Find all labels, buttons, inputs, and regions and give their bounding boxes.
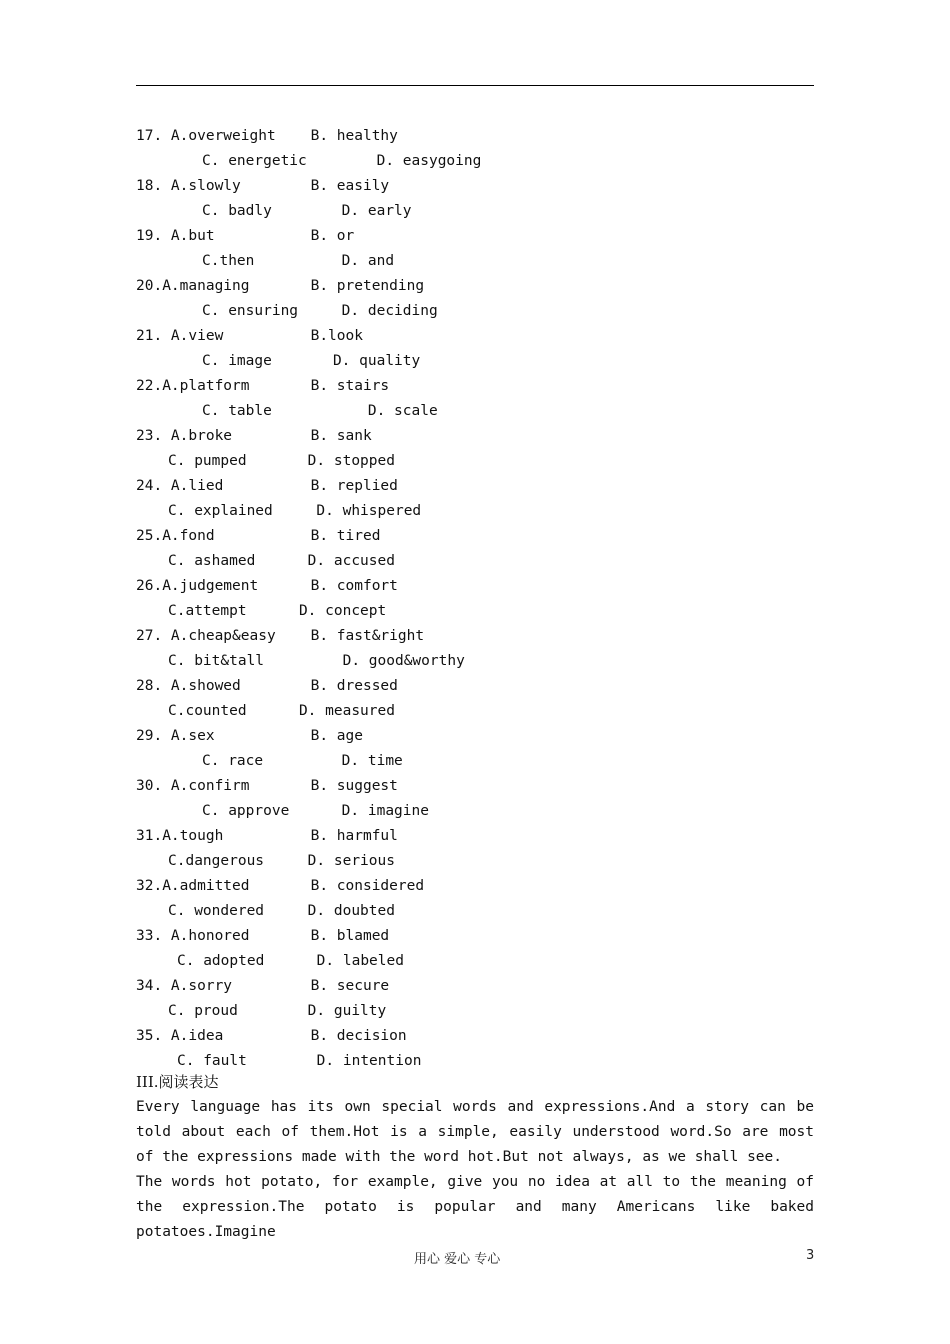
question-options-line: C. fault D. intention <box>177 1053 422 1069</box>
question-line: 31.A.tough B. harmful <box>136 828 398 844</box>
question-options-line: C.counted D. measured <box>168 703 395 719</box>
question-line: 27. A.cheap&easy B. fast&right <box>136 628 425 644</box>
question-options-line: C. explained D. whispered <box>168 503 422 519</box>
question-line: 26.A.judgement B. comfort <box>136 578 398 594</box>
reading-paragraph-2: The words hot potato, for example, give you no idea at all to the meaning of the expression.The potato is popular and many Americans like baked potatoes.Imagine <box>136 1174 814 1240</box>
question-line: 23. A.broke B. sank <box>136 428 372 444</box>
question-line: 18. A.slowly B. easily <box>136 178 390 194</box>
question-line: 24. A.lied B. replied <box>136 478 398 494</box>
question-options-line: C. approve D. imagine <box>202 803 429 819</box>
question-line: 30. A.confirm B. suggest <box>136 778 398 794</box>
page-number: 3 <box>806 1248 815 1263</box>
question-line: 29. A.sex B. age <box>136 728 363 744</box>
question-line: 19. A.but B. or <box>136 228 355 244</box>
question-options-line: C. ashamed D. accused <box>168 553 395 569</box>
question-options-line: C. ensuring D. deciding <box>202 303 438 319</box>
question-options-line: C. bit&tall D. good&worthy <box>168 653 465 669</box>
question-line: 22.A.platform B. stairs <box>136 378 390 394</box>
question-options-line: C. image D. quality <box>202 353 421 369</box>
question-options-line: C.then D. and <box>202 253 395 269</box>
question-options-line: C. table D. scale <box>202 403 438 419</box>
header-rule <box>136 85 814 86</box>
footer-slogan: 用心 爱心 专心 <box>414 1252 501 1267</box>
question-options-line: C. badly D. early <box>202 203 412 219</box>
question-line: 21. A.view B.look <box>136 328 363 344</box>
question-options-line: C. proud D. guilty <box>168 1003 387 1019</box>
reading-paragraph-1: Every language has its own special words and expressions.And a story can be told about each of them.Hot is a simple, easily understood word.So are most of the expressions made with the word hot.But not always, as we shall see. <box>136 1099 814 1165</box>
question-options-line: C. pumped D. stopped <box>168 453 395 469</box>
question-line: 34. A.sorry B. secure <box>136 978 390 994</box>
question-options-line: C. wondered D. doubted <box>168 903 395 919</box>
question-line: 25.A.fond B. tired <box>136 528 381 544</box>
question-options-line: C.dangerous D. serious <box>168 853 395 869</box>
question-line: 35. A.idea B. decision <box>136 1028 407 1044</box>
question-line: 20.A.managing B. pretending <box>136 278 425 294</box>
question-line: 32.A.admitted B. considered <box>136 878 425 894</box>
section-heading: III.阅读表达 <box>136 1073 219 1091</box>
question-line: 17. A.overweight B. healthy <box>136 128 398 144</box>
question-line: 33. A.honored B. blamed <box>136 928 390 944</box>
question-options-line: C. adopted D. labeled <box>177 953 404 969</box>
question-options-line: C.attempt D. concept <box>168 603 387 619</box>
question-options-line: C. race D. time <box>202 753 403 769</box>
question-options-line: C. energetic D. easygoing <box>202 153 482 169</box>
question-line: 28. A.showed B. dressed <box>136 678 398 694</box>
